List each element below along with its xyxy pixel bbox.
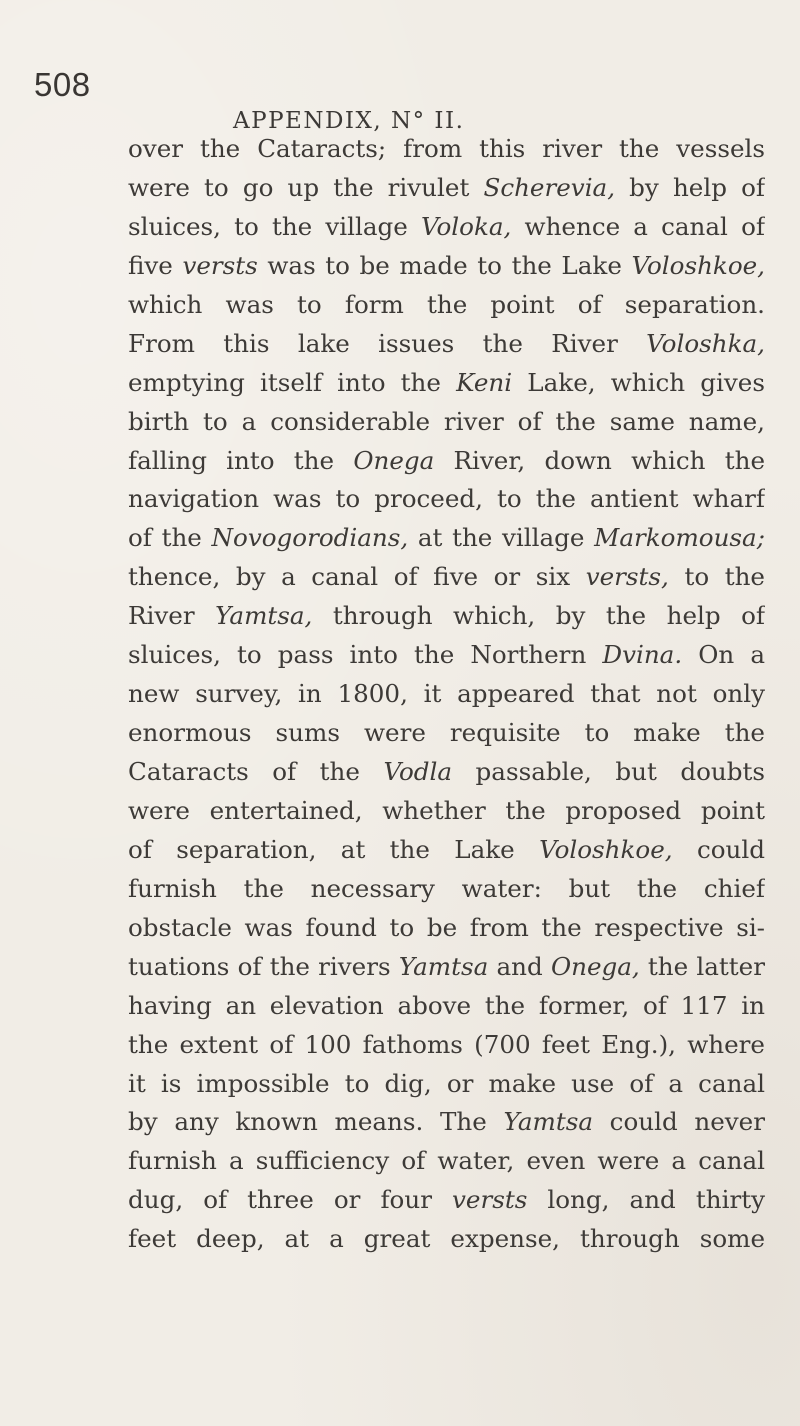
text-line bbox=[128, 870, 765, 909]
text-line bbox=[128, 169, 765, 208]
italic-text: Novogorodians, bbox=[211, 523, 409, 553]
text-line bbox=[128, 636, 765, 675]
text-segment: River bbox=[128, 601, 216, 631]
italic-text: Vodla bbox=[383, 757, 453, 786]
text-segment: navigation was to proceed, to the antient wharf bbox=[128, 484, 765, 514]
italic-text: Markomousa; bbox=[594, 523, 765, 553]
text-line bbox=[128, 286, 765, 325]
text-line bbox=[128, 1065, 765, 1104]
text-segment: was to be made to the Lake bbox=[257, 250, 632, 280]
text-segment: over the Cataracts; from this river the vessels bbox=[128, 134, 765, 163]
text-segment: From this lake issues the River bbox=[128, 328, 647, 358]
text-segment: long, and thirty bbox=[527, 1185, 765, 1215]
text-segment: sluices, to the village bbox=[128, 211, 421, 241]
text-segment: enormous sums were requisite to make the bbox=[128, 718, 765, 748]
text-line bbox=[128, 792, 765, 831]
text-segment: could never bbox=[593, 1107, 765, 1137]
text-segment: which was to form the point of separation. bbox=[128, 289, 765, 319]
running-head: APPENDIX, N° II. bbox=[233, 108, 465, 134]
italic-text: Keni bbox=[456, 367, 513, 397]
text-line bbox=[128, 714, 765, 753]
text-line bbox=[128, 364, 765, 403]
text-line bbox=[128, 1220, 765, 1259]
text-segment: were to go up the rivulet bbox=[128, 172, 484, 202]
text-segment: birth to a considerable river of the same name, bbox=[128, 406, 765, 436]
text-line bbox=[128, 597, 765, 636]
text-line bbox=[128, 208, 765, 247]
italic-text: Voloka, bbox=[421, 211, 512, 241]
italic-text: versts bbox=[182, 250, 258, 280]
text-segment: were entertained, whether the proposed point bbox=[128, 795, 765, 825]
italic-text: versts bbox=[452, 1185, 528, 1215]
text-segment: emptying itself into the bbox=[128, 367, 457, 397]
italic-text: Dvina. bbox=[602, 640, 683, 670]
page-number: 508 bbox=[34, 66, 91, 103]
text-segment: furnish the necessary water: but the chief bbox=[128, 873, 765, 903]
text-line bbox=[128, 1142, 765, 1181]
text-segment: On a bbox=[682, 640, 765, 670]
italic-text: Onega, bbox=[550, 951, 640, 981]
text-line bbox=[128, 948, 765, 987]
text-segment: and bbox=[488, 951, 551, 981]
text-segment: River, down which the bbox=[434, 445, 765, 475]
italic-text: Voloshkoe, bbox=[631, 250, 765, 280]
text-line bbox=[128, 403, 765, 442]
text-segment: sluices, to pass into the Northern bbox=[128, 640, 603, 670]
text-segment: passable, but doubts bbox=[452, 757, 765, 786]
text-segment: having an elevation above the former, of 117 in bbox=[128, 990, 765, 1020]
text-line bbox=[128, 1026, 765, 1065]
text-segment: to the bbox=[668, 562, 765, 592]
text-segment: by help of bbox=[615, 172, 765, 202]
text-line bbox=[128, 130, 765, 169]
text-segment: could bbox=[672, 834, 765, 864]
text-line bbox=[128, 480, 765, 519]
text-line bbox=[128, 831, 765, 870]
text-segment: dug, of three or four bbox=[128, 1185, 453, 1215]
text-line bbox=[128, 558, 765, 597]
text-line bbox=[128, 1103, 765, 1142]
italic-text: Yamtsa bbox=[398, 951, 489, 981]
text-segment: obstacle was found to be from the respective si- bbox=[128, 912, 765, 942]
italic-text: versts, bbox=[585, 562, 669, 592]
text-segment: whence a canal of bbox=[511, 211, 765, 241]
text-segment: the extent of 100 fathoms (700 feet Eng.), where bbox=[128, 1029, 765, 1059]
text-segment: falling into the bbox=[128, 445, 354, 475]
text-segment: five bbox=[128, 250, 183, 280]
text-segment: thence, by a canal of five or six bbox=[128, 562, 586, 592]
text-line bbox=[128, 442, 765, 481]
text-segment: the latter bbox=[639, 951, 765, 981]
text-segment: by any known means. The bbox=[128, 1107, 504, 1137]
text-line bbox=[128, 247, 765, 286]
text-line bbox=[128, 987, 765, 1026]
text-segment: new survey, in 1800, it appeared that not only bbox=[128, 679, 765, 709]
text-segment: Lake, which gives bbox=[512, 367, 765, 397]
italic-text: Onega bbox=[353, 445, 435, 475]
italic-text: Yamtsa, bbox=[215, 601, 313, 631]
text-segment: furnish a sufficiency of water, even were a canal bbox=[128, 1146, 765, 1176]
text-line bbox=[128, 519, 765, 558]
italic-text: Scherevia, bbox=[483, 172, 616, 202]
text-segment: at the village bbox=[408, 523, 595, 553]
text-segment: Cataracts of the bbox=[128, 757, 384, 786]
text-segment: of the bbox=[128, 523, 212, 553]
body-text bbox=[128, 130, 765, 1259]
text-line bbox=[128, 325, 765, 364]
text-segment: feet deep, at a great expense, through some bbox=[128, 1224, 765, 1254]
italic-text: Voloshkoe, bbox=[539, 834, 673, 864]
text-line bbox=[128, 1181, 765, 1220]
text-segment: it is impossible to dig, or make use of a canal bbox=[128, 1068, 765, 1098]
text-line bbox=[128, 753, 765, 792]
text-line bbox=[128, 909, 765, 948]
text-segment: through which, by the help of bbox=[312, 601, 765, 631]
text-line bbox=[128, 675, 765, 714]
text-segment: tuations of the rivers bbox=[128, 951, 399, 981]
italic-text: Voloshka, bbox=[646, 328, 765, 358]
text-segment: of separation, at the Lake bbox=[128, 834, 540, 864]
italic-text: Yamtsa bbox=[503, 1107, 593, 1137]
